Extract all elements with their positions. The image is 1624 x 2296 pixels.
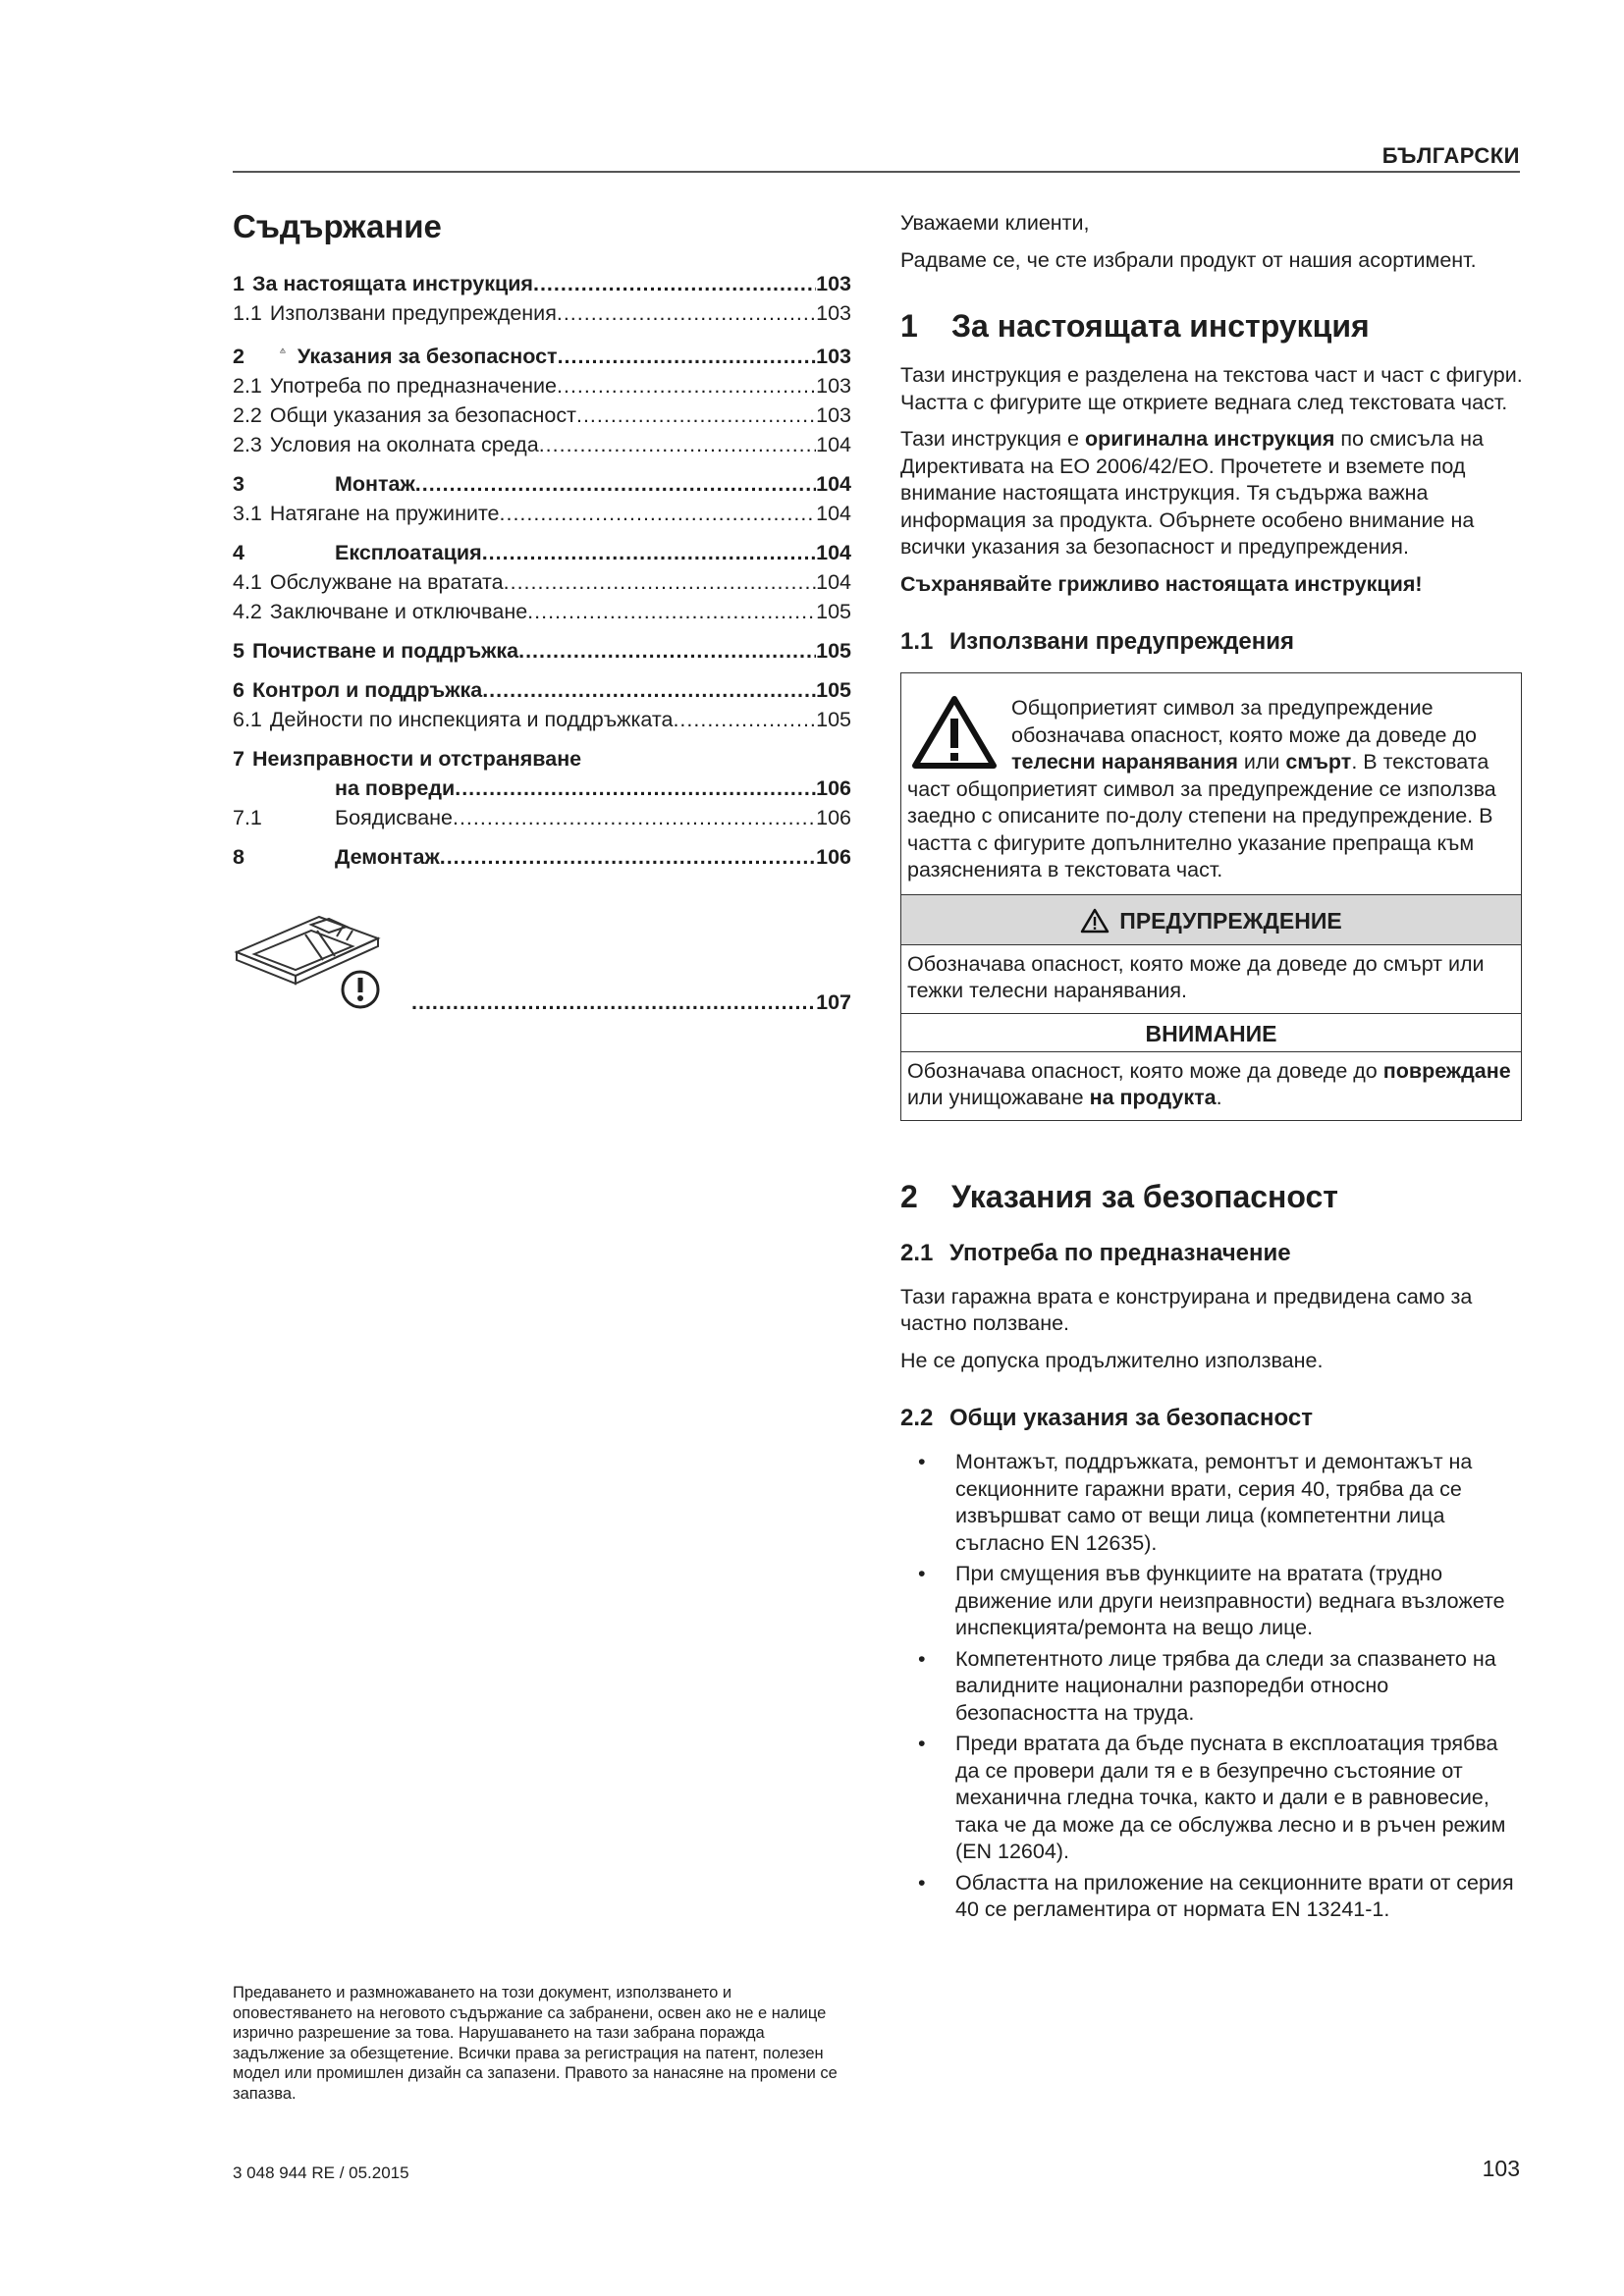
section-1-paragraph-2: Тази инструкция е оригинална инструкция по смисъла на Директивата на ЕО 2006/42/ЕО. Прочетете и вземете под внимание настоящата инструкция. Тя съдържа важна информация за продукта. Обърнете особено внимание на всички указания за безопасност и предупреждения. [900, 427, 1484, 559]
toc-leader-dots [518, 636, 816, 666]
toc-entry-label: Общи указания за безопасност [269, 403, 576, 427]
warning-level-header [901, 894, 1521, 945]
document-id: 3 048 944 RE / 05.2015 [233, 2163, 409, 2182]
toc-entry[interactable] [233, 371, 851, 400]
toc-leader-dots [482, 675, 816, 705]
toc-entry-page: 104 [816, 433, 851, 456]
toc-entry[interactable] [233, 400, 851, 430]
toc-entry-number: 4.1 [233, 570, 262, 594]
toc-leader-dots [527, 597, 816, 626]
toc-entry-number: 4 [233, 541, 244, 564]
language-label: БЪЛГАРСКИ [1381, 143, 1520, 168]
toc-entry-label: За настоящата инструкция [251, 272, 533, 295]
toc-entry-label: Натягане на пружините [269, 502, 500, 525]
toc-entry-label: Експлоатация [335, 541, 482, 564]
warning-triangle-small-icon [1080, 908, 1110, 934]
toc-entry-page: 105 [816, 708, 851, 731]
toc-entry-label: Монтаж [335, 472, 415, 496]
toc-entry[interactable] [233, 469, 851, 499]
toc-leader-dots [557, 371, 816, 400]
toc-entry-page: 103 [816, 272, 851, 295]
toc-entry-number: 2 [233, 345, 244, 368]
toc-entry-page: 106 [816, 776, 851, 800]
section-2-2-heading: 2.2 Общи указания за безопасност [900, 1405, 1313, 1431]
toc-leader-dots [453, 803, 816, 832]
toc-leader-dots [504, 567, 817, 597]
toc-list [233, 269, 851, 872]
section-1-paragraph-1: Тази инструкция е разделена на текстова част и част с фигури. Частта с фигурите ще откриете веднага след текстовата част. [900, 363, 1523, 414]
toc-entry-page: 106 [816, 806, 851, 829]
section-2-1-paragraph-1: Тази гаражна врата е конструирана и предвидена само за частно ползване. [900, 1284, 1473, 1335]
toc-entry[interactable] [233, 567, 851, 597]
page-number: 103 [1482, 2156, 1520, 2181]
toc-entry[interactable] [233, 705, 851, 734]
toc-title: Съдържание [233, 208, 442, 244]
toc-entry-label: на повреди [335, 776, 456, 800]
toc-entry-label: Контрол и поддръжка [251, 678, 483, 702]
safety-bullet-list [904, 1449, 1523, 1924]
toc-leader-dots [482, 538, 816, 567]
toc-leader-dots [440, 842, 816, 872]
toc-entry[interactable] [233, 636, 851, 666]
header-divider [233, 171, 1520, 173]
toc-entry[interactable] [233, 744, 851, 774]
toc-entry-page: 103 [816, 403, 851, 427]
toc-entry-number: 7 [233, 747, 244, 771]
section-title: За настоящата инструкция [951, 308, 1370, 344]
toc-entry-page: 105 [816, 600, 851, 623]
toc-leader-dots [558, 342, 817, 371]
list-item: • Преди вратата да бъде пусната в експлоатация трябва да се провери дали тя е в безупречно състояние от механична гледна точка, както и дали е в равновесие, така че да може да се обслужва лесно и в ръчен режим (EN 12604). [904, 1731, 1523, 1866]
toc-figure-page: 107 [816, 990, 851, 1014]
toc-leader-dots [539, 430, 816, 459]
door-figure-icon [233, 911, 402, 1015]
list-item: • Областта на приложение на секционните врати от серия 40 се регламентира от нормата EN 13241-1. [904, 1870, 1523, 1924]
toc-entry[interactable] [233, 597, 851, 626]
toc-leader-dots [500, 499, 817, 528]
toc-entry-number: 2.3 [233, 433, 262, 456]
toc-leader-dots [673, 705, 816, 734]
list-item: • Компетентното лице трябва да следи за спазването на валидните национални разпоредби относно безопасността на труда. [904, 1646, 1523, 1728]
toc-entry-label: Заключване и отключване [269, 600, 528, 623]
section-2-heading: 2 Указания за безопасност [900, 1178, 1338, 1214]
toc-entry-number: 1 [233, 272, 244, 295]
toc-entry-page: 104 [816, 541, 851, 564]
toc-entry-label: Употреба по предназначение [269, 374, 557, 398]
toc-entry-number: 2.1 [233, 374, 262, 398]
toc-entry-number: 6.1 [233, 708, 262, 731]
toc-entry-page: 103 [816, 374, 851, 398]
toc-entry-number: 2.2 [233, 403, 262, 427]
greeting: Уважаеми клиенти, [900, 211, 1090, 235]
toc-entry[interactable] [233, 430, 851, 459]
toc-entry-label: Условия на околната среда [269, 433, 539, 456]
warning-levels-box [900, 672, 1522, 1121]
legal-notice: Предаването и размножаването на този документ, използването и оповестяването на неговото съдържание са забранени, освен ако не е налице изрично разрешение за това. Нарушаването на тази забрана поражда задължение за обезщетение. Всички права за регистрация на патент, полезен модел или промишлен дизайн са запазени. Правото за нанасяне на промени се запазва. [233, 1984, 838, 2103]
toc-entry-page: 104 [816, 472, 851, 496]
section-number: 1 [900, 308, 918, 344]
toc-entry-label: Обслужване на вратата [269, 570, 504, 594]
main-content [900, 210, 1523, 1928]
toc-entry-number: 4.2 [233, 600, 262, 623]
toc-entry-page: 105 [816, 678, 851, 702]
toc-entry-number: 6 [233, 678, 244, 702]
toc-figure-entry[interactable] [233, 911, 851, 1015]
toc-entry-label: Дейности по инспекцията и поддръжката [269, 708, 674, 731]
toc-entry[interactable] [233, 298, 851, 328]
section-1-heading [900, 307, 1523, 345]
section-2-1-heading: 2.1 Употреба по предназначение [900, 1239, 1291, 1266]
toc-entry-page: 104 [816, 570, 851, 594]
warning-description: Обозначава опасност, която може да доведе до смърт или тежки телесни наранявания. [907, 951, 1485, 1002]
toc-entry[interactable] [233, 538, 851, 567]
toc-entry-number: 3 [233, 472, 244, 496]
toc-entry-label: Използвани предупреждения [269, 301, 557, 325]
toc-entry-page: 104 [816, 502, 851, 525]
toc-leader-dots [557, 298, 816, 328]
toc-entry-number: 1.1 [233, 301, 262, 325]
toc-entry-label: Боядисване [335, 806, 453, 829]
section-1-1-heading: 1.1 Използвани предупреждения [900, 628, 1295, 655]
toc-entry-number: 3.1 [233, 502, 262, 525]
toc-entry[interactable] [233, 842, 851, 872]
warning-label: ПРЕДУПРЕЖДЕНИЕ [1119, 907, 1342, 934]
toc-entry-page: 103 [816, 345, 851, 368]
toc-entry[interactable] [233, 269, 851, 298]
warning-triangle-icon [280, 338, 286, 363]
caution-description: Обозначава опасност, която може да доведе до повреждане или унищожаване на продукта. [907, 1058, 1511, 1109]
toc-entry[interactable] [233, 803, 851, 832]
toc-entry-page: 106 [816, 845, 851, 869]
warning-triangle-icon [911, 695, 998, 770]
intro-text: Радваме се, че сте избрали продукт от нашия асортимент. [900, 247, 1477, 272]
toc-entry[interactable] [233, 499, 851, 528]
toc-entry-label: Демонтаж [335, 845, 440, 869]
section-2-1-paragraph-2: Не се допуска продължително използване. [900, 1348, 1324, 1372]
toc-leader-dots [576, 400, 816, 430]
toc-entry-page: 105 [816, 639, 851, 663]
toc-entry[interactable] [233, 675, 851, 705]
toc-leader-dots [415, 469, 816, 499]
table-of-contents [233, 208, 851, 1015]
toc-entry-label: Неизправности и отстраняване [251, 747, 582, 771]
toc-entry[interactable] [233, 338, 851, 371]
toc-entry-page: 103 [816, 301, 851, 325]
keep-instructions-note: Съхранявайте грижливо настоящата инструкция! [900, 571, 1423, 596]
toc-entry-continuation[interactable] [233, 774, 851, 803]
toc-entry-number: 8 [233, 845, 244, 869]
list-item: • Монтажът, поддръжката, ремонтът и демонтажът на секционните гаражни врати, серия 40, трябва да се извършват само от вещи лица (компетентни лица съгласно EN 12635). [904, 1449, 1523, 1557]
caution-level-header: ВНИМАНИЕ [901, 1013, 1521, 1052]
toc-entry-label: Указания за безопасност [297, 345, 558, 368]
toc-entry-label: Почистване и поддръжка [251, 639, 519, 663]
list-item: • При смущения във функциите на вратата (трудно движение или други неизправности) веднага възложете инспекцията/ремонта на вещо лице. [904, 1561, 1523, 1642]
toc-leader-dots [455, 774, 816, 803]
toc-leader-dots [411, 990, 816, 1015]
warning-symbol-explanation: Общоприетият символ за предупреждение обозначава опасност, която може да доведе до телесни наранявания или смърт. В текстовата част общоприетият символ за предупреждение се използва заедно с описаните по-долу степени на предупреждение. В частта с фигурите допълнително указание препраща към разясненията в текстовата част. [907, 696, 1496, 881]
toc-entry-number: 7.1 [233, 806, 262, 829]
toc-entry-number: 5 [233, 639, 244, 663]
toc-leader-dots [533, 269, 816, 298]
